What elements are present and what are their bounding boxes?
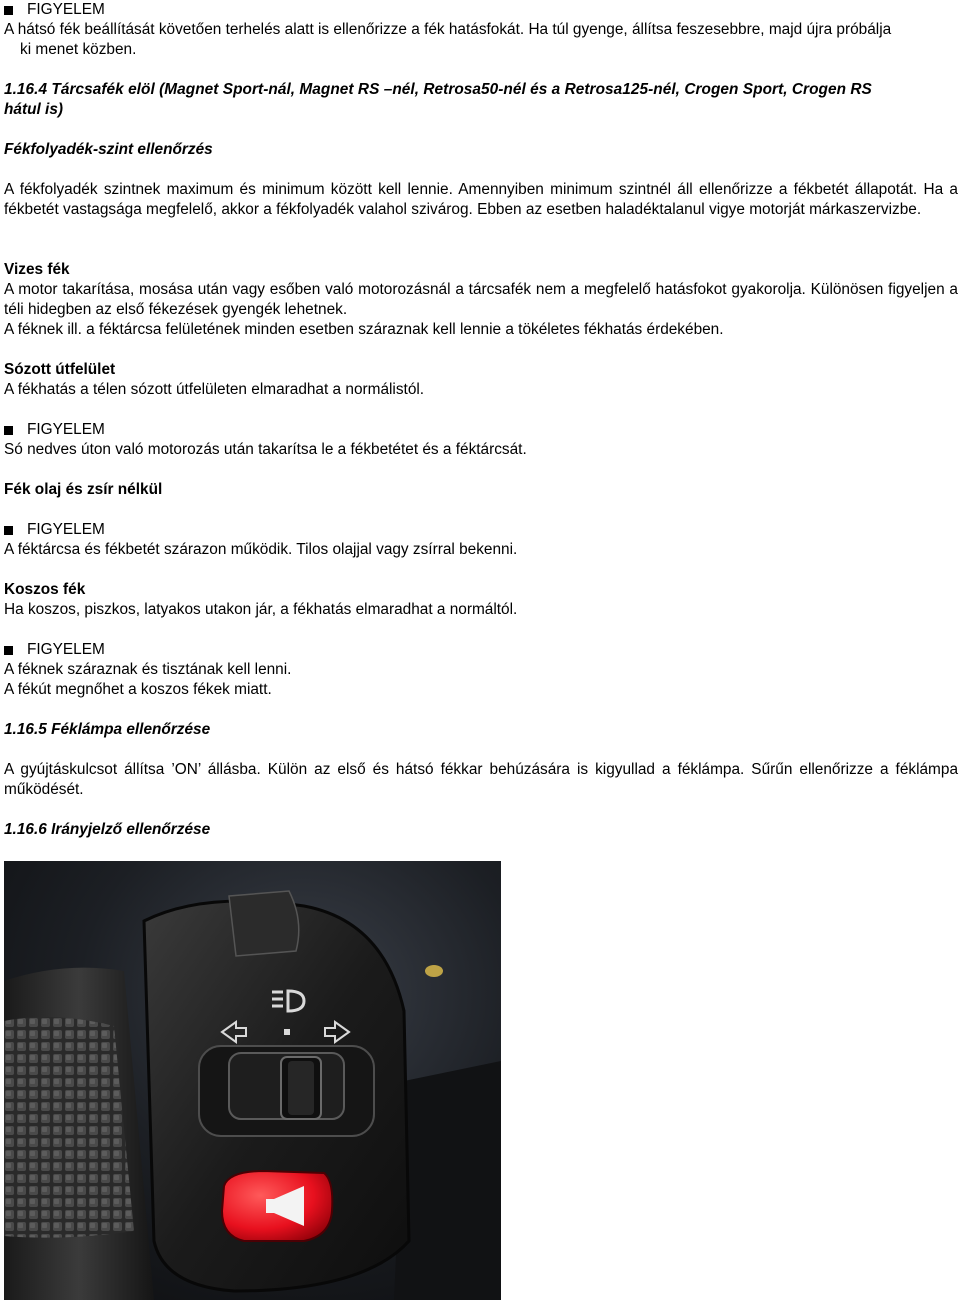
center-dot-icon <box>284 1029 290 1035</box>
handlebar-switch-photo <box>4 861 501 1300</box>
bullet-square-icon <box>4 526 13 535</box>
heading-salted-road: Sózott útfelület <box>4 361 116 378</box>
wet-brake-paragraph-2: A féknek ill. a féktárcsa felületének minden esetben száraznak kell lennie a tökéletes fékhatás érdekében. <box>4 321 724 338</box>
warning-label-1: FIGYELEM <box>4 0 105 20</box>
salted-road-paragraph: A fékhatás a télen sózott útfelületen elmaradhat a normálistól. <box>4 381 425 398</box>
dirty-brake-warning-line-2: A fékút megnőhet a koszos fékek miatt. <box>4 681 272 698</box>
intro-line-2: ki menet közben. <box>20 41 137 58</box>
reflection-highlight <box>425 965 443 977</box>
subtitle-fluid-check: Fékfolyadék-szint ellenőrzés <box>4 141 213 158</box>
heading-no-oil: Fék olaj és zsír nélkül <box>4 481 163 498</box>
fluid-paragraph: A fékfolyadék szintnek maximum és minimum között kell lennie. Amennyiben minimum szintnél áll ellenőrizze a fékbetét állapotát. Ha a fékbetét vastagsága megfelelő, akkor a fékfolyadék valahol szivárog. Ebben az esetben haladéktalanul vigye motorját márkaszervizbe. <box>4 181 958 218</box>
section-title-1-16-5: 1.16.5 Féklámpa ellenőrzése <box>4 721 211 738</box>
warning-label-3: FIGYELEM <box>4 520 105 540</box>
heading-wet-brake: Vizes fék <box>4 261 70 278</box>
section-title-1-16-4-cont: hátul is) <box>4 101 63 118</box>
bullet-square-icon <box>4 646 13 655</box>
intro-line-1: A hátsó fék beállítását követően terhelés alatt is ellenőrizze a fék hatásfokát. Ha túl gyenge, állítsa feszesebbre, majd újra próbálja <box>4 21 892 38</box>
no-oil-warning-text: A féktárcsa és fékbetét szárazon működik. Tilos olajjal vagy zsírral bekenni. <box>4 541 518 558</box>
grip-knurl-texture <box>4 1017 134 1238</box>
salted-road-warning-text: Só nedves úton való motorozás után takarítsa le a fékbetétet és a féktárcsát. <box>4 441 527 458</box>
warning-label-4: FIGYELEM <box>4 640 105 660</box>
top-trigger-button <box>229 891 299 956</box>
section-title-1-16-4: 1.16.4 Tárcsafék elöl (Magnet Sport-nál, Magnet RS –nél, Retrosa50-nél és a Retrosa125-nél, Crogen Sport, Crogen RS <box>4 81 872 98</box>
wet-brake-paragraph: A motor takarítása, mosása után vagy esőben való motorozásnál a tárcsafék nem a megfelelő hatásfokot gyakorolja. Különösen figyeljen a téli hidegben az első fékezések gyengék lehetnek. <box>4 281 958 318</box>
dirty-brake-warning-line-1: A féknek száraznak és tisztának kell lenni. <box>4 661 292 678</box>
fairing-shadow <box>394 1061 501 1300</box>
brake-light-paragraph: A gyújtáskulcsot állítsa ’ON’ állásba. Külön az első és hátsó fékkar behúzására is kigyullad a féklámpa. Sűrűn ellenőrizze a féklámpa működését. <box>4 761 958 798</box>
dirty-brake-paragraph: Ha koszos, piszkos, latyakos utakon jár, a fékhatás elmaradhat a normáltól. <box>4 601 518 618</box>
warning-label-2: FIGYELEM <box>4 420 105 440</box>
bullet-square-icon <box>4 426 13 435</box>
bullet-square-icon <box>4 6 13 15</box>
heading-dirty-brake: Koszos fék <box>4 581 86 598</box>
turn-signal-toggle-face <box>288 1061 314 1115</box>
section-title-1-16-6: 1.16.6 Irányjelző ellenőrzése <box>4 821 211 838</box>
